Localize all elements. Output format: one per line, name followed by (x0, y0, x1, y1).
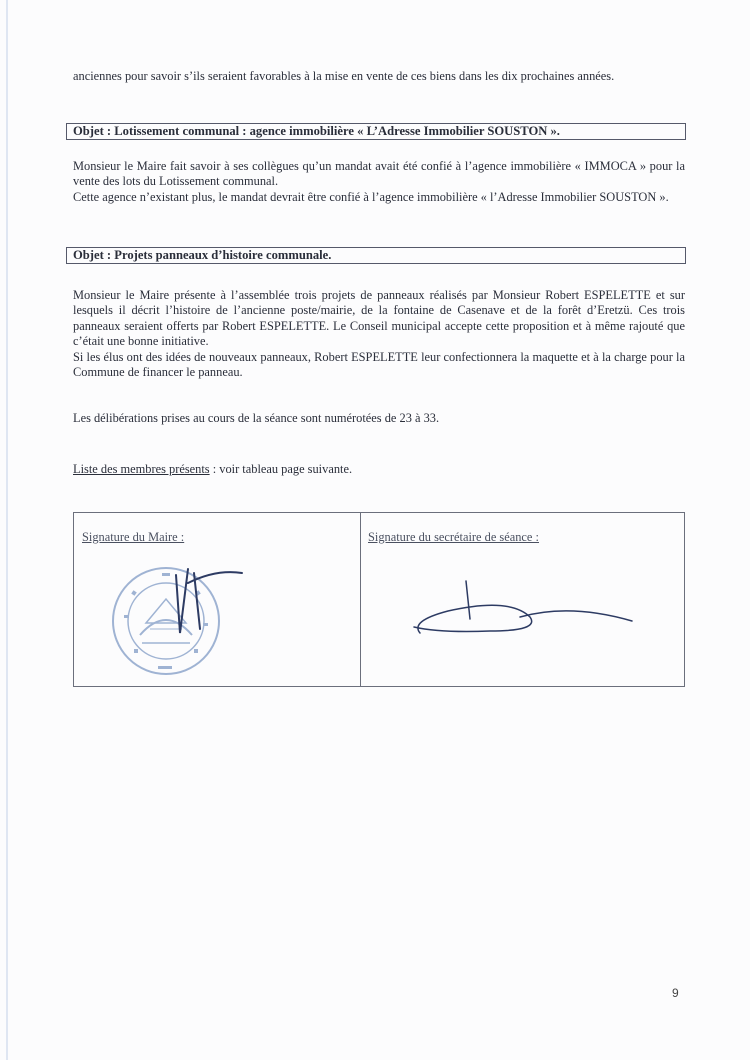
paragraph: Monsieur le Maire fait savoir à ses collègues qu’un mandat avait été confié à l’agence immobilière « IMMOCA » pour la vente des lots du Lotissement communal. (73, 159, 685, 189)
secretary-signature (400, 577, 640, 647)
secretary-signature-label: Signature du secrétaire de séance : (368, 530, 539, 544)
page-margin-line (6, 0, 8, 1060)
members-line (73, 462, 685, 477)
signature-divider (360, 513, 361, 686)
subject-heading-panneaux: Objet : Projets panneaux d’histoire communale. (66, 247, 686, 264)
section-lotissement-body (73, 159, 685, 205)
paragraph: Si les élus ont des idées de nouveaux panneaux, Robert ESPELETTE leur confectionnera la maquette et à la charge pour la Commune de financer le panneau. (73, 349, 685, 380)
members-text: : voir tableau page suivante. (209, 462, 353, 476)
paragraph: Cette agence n’existant plus, le mandat devrait être confié à l’agence immobilière « l’Adresse Immobilier SOUSTON ». (73, 189, 669, 204)
members-label: Liste des membres présents (73, 462, 210, 476)
deliberations-note: Les délibérations prises au cours de la séance sont numérotées de 23 à 33. (73, 411, 440, 425)
subject-heading-lotissement: Objet : Lotissement communal : agence immobilière « L’Adresse Immobilier SOUSTON ». (66, 123, 686, 140)
mayor-signature (166, 563, 246, 643)
signature-table (73, 512, 685, 687)
continued-paragraph: anciennes pour savoir s’ils seraient favorables à la mise en vente de ces biens dans les dix prochaines années. (73, 69, 615, 83)
page-number: 9 (672, 986, 679, 1000)
paragraph: Monsieur le Maire présente à l’assemblée trois projets de panneaux réalisés par Monsieur Robert ESPELETTE et sur lesquels il décrit l’histoire de l’ancienne poste/mairie, de la fontaine de Casenave et de la forêt d’Eretzü. Ces trois panneaux seraient offerts par Robert ESPELETTE. Le Conseil municipal accepte cette proposition et à même rajouté que c’était une bonne initiative. (73, 288, 685, 349)
section-panneaux-body (73, 288, 685, 380)
mayor-signature-label: Signature du Maire : (82, 530, 185, 544)
